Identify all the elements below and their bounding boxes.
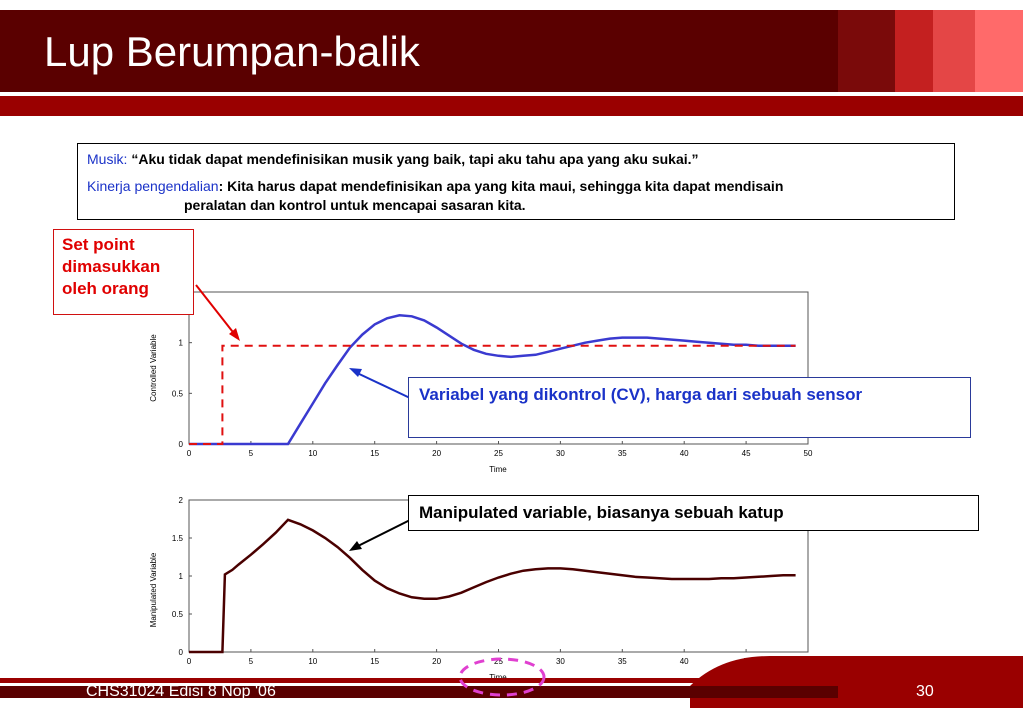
chart2-ytick-label: 2	[178, 496, 183, 505]
chart2-xtick-label: 10	[308, 657, 318, 666]
chart1-xtick-label: 30	[555, 449, 565, 458]
chart2-xtick-label: 30	[555, 657, 565, 666]
musik-label: Musik:	[87, 151, 128, 167]
musik-text: “Aku tidak dapat mendefinisikan musik yang baik, tapi aku tahu apa yang aku sukai.”	[127, 151, 699, 167]
highlight-ellipse-svg	[455, 655, 549, 703]
chart1-xtick-label: 15	[370, 449, 380, 458]
chart1-xtick-label: 45	[741, 449, 751, 458]
chart2-ytick-label: 1.5	[171, 534, 183, 543]
chart1-xlabel: Time	[489, 465, 507, 474]
chart1-xtick-label: 25	[494, 449, 503, 458]
setpoint-callout: Set point dimasukkan oleh orang	[53, 229, 194, 315]
chart2-ytick-label: 0	[178, 648, 183, 657]
kinerja-label: Kinerja pengendalian	[87, 178, 219, 194]
chart2-xtick-label: 25	[494, 657, 503, 666]
slide-title: Lup Berumpan-balik	[44, 28, 420, 75]
chart1-xtick-label: 50	[803, 449, 813, 458]
chart1-ytick-label: 0.5	[171, 389, 183, 399]
chart1-xtick-label: 5	[248, 449, 254, 458]
highlight-ellipse	[460, 659, 544, 695]
chart2-ylabel: Manipulated Variable	[149, 552, 158, 628]
chart2-xtick-label: 15	[370, 657, 380, 666]
chart2-ytick-label: 1	[178, 572, 183, 581]
chart2-ytick-label: 0.5	[171, 610, 183, 619]
kinerja-text-continued: peralatan dan kontrol untuk mencapai sasaran kita.	[184, 197, 526, 213]
chart1-ylabel: Controlled Variable	[149, 334, 158, 402]
cv-callout: Variabel yang dikontrol (CV), harga dari sebuah sensor	[408, 377, 971, 438]
chart2-xtick-label: 5	[248, 657, 254, 666]
kinerja-text: : Kita harus dapat mendefinisikan apa yang kita maui, sehingga kita dapat mendisain	[218, 178, 784, 194]
chart2-xtick-label: 20	[432, 657, 442, 666]
chart2-xtick-label: 35	[617, 657, 627, 666]
chart1-xtick-label: 35	[617, 449, 627, 458]
chart1-xtick-label: 10	[308, 449, 318, 458]
chart1-ytick-label: 0	[178, 440, 183, 449]
chart2-xtick-label: 40	[679, 657, 689, 666]
chart2-xtick-label: 0	[186, 657, 192, 666]
chart1-ytick-label: 1	[178, 338, 183, 348]
chart1-xtick-label: 40	[679, 449, 689, 458]
chart1-xtick-label: 0	[186, 449, 192, 458]
page-number: 30	[916, 683, 934, 700]
footer-text: CHS31024 Edisi 8 Nop '06	[86, 683, 276, 700]
mv-callout: Manipulated variable, biasanya sebuah katup	[408, 495, 979, 531]
chart1-xtick-label: 20	[432, 449, 442, 458]
